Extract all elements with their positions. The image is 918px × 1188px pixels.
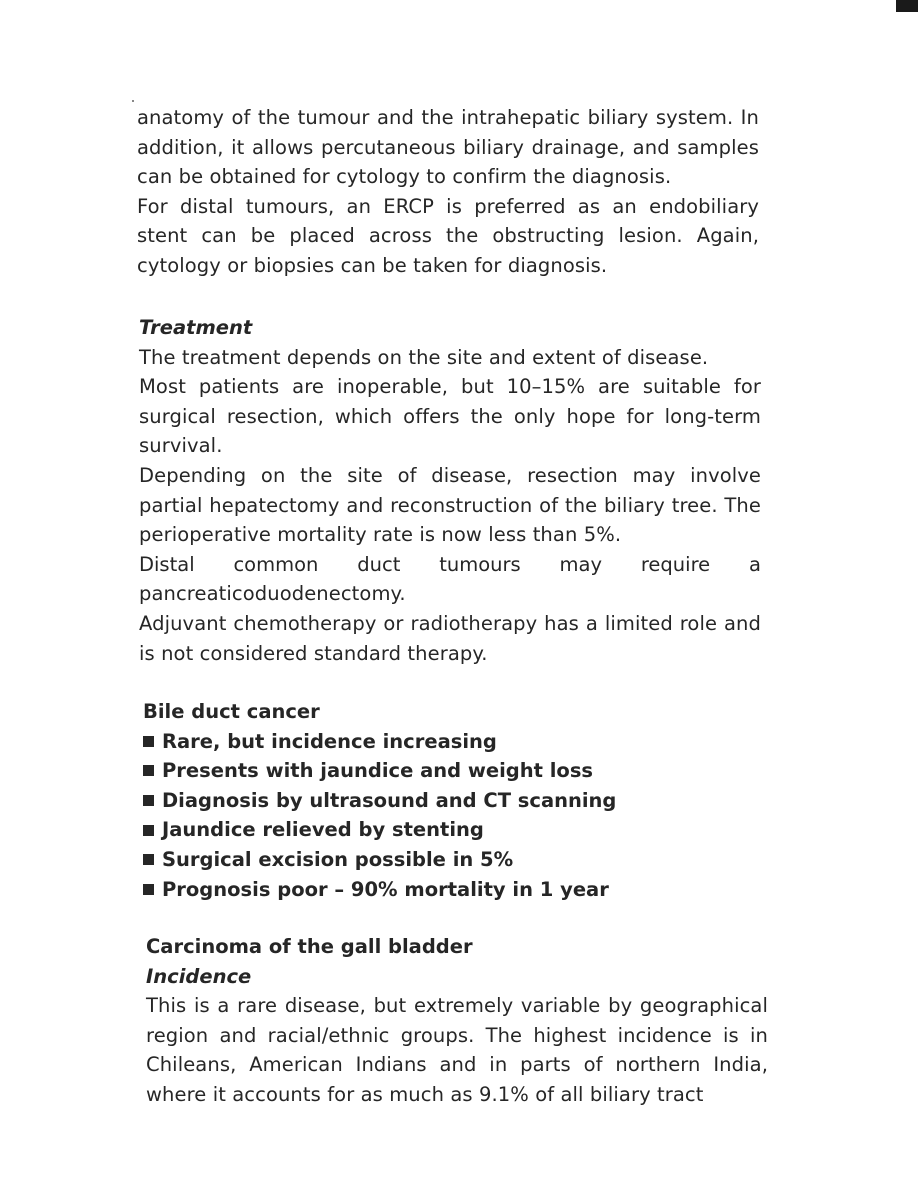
square-bullet-icon <box>143 736 154 747</box>
intro-paragraph-2: For distal tumours, an ERCP is preferred as an endobiliary stent can be placed across the obstructing lesion. Again, cytology or biopsies can be taken for diagnosis. <box>137 194 759 277</box>
word: Distal <box>139 552 195 576</box>
square-bullet-icon <box>143 795 154 806</box>
summary-item <box>143 845 743 875</box>
treatment-heading: Treatment <box>139 316 253 339</box>
gall-bladder-title: Carcinoma of the gall bladder <box>146 935 473 958</box>
square-bullet-icon <box>143 854 154 865</box>
summary-item <box>143 727 743 757</box>
summary-item <box>143 875 743 905</box>
summary-title: Bile duct cancer <box>143 700 320 723</box>
summary-item-text: Surgical excision possible in 5% <box>162 847 514 871</box>
treatment-paragraph-4-line <box>139 550 761 580</box>
square-bullet-icon <box>143 884 154 895</box>
summary-item-text: Presents with jaundice and weight loss <box>162 759 594 783</box>
word: may <box>559 552 602 576</box>
summary-item <box>143 815 743 845</box>
square-bullet-icon <box>143 765 154 776</box>
word: require <box>640 552 711 576</box>
word: common <box>233 552 319 576</box>
word: a <box>749 552 761 576</box>
treatment-paragraph-3: Depending on the site of disease, resection may involve partial hepatectomy and reconstruction of the biliary tree. The perioperative mortality rate is now less than 5%. <box>139 463 761 547</box>
summary-item-text: Jaundice relieved by stenting <box>162 818 484 842</box>
summary-item-text: Prognosis poor – 90% mortality in 1 year <box>162 877 609 901</box>
incidence-heading: Incidence <box>146 964 252 988</box>
treatment-paragraph-1: The treatment depends on the site and extent of disease. <box>139 345 709 369</box>
intro-paragraph-1: anatomy of the tumour and the intrahepatic biliary system. In addition, it allows percutaneous biliary drainage, and samples can be obtained for cytology to confirm the diagnosis. <box>137 106 759 189</box>
square-bullet-icon <box>143 825 154 836</box>
gall-bladder-section <box>146 932 768 1110</box>
treatment-paragraph-2: Most patients are inoperable, but 10–15% are suitable for surgical resection, which offers the only hope for long-term survival. <box>139 375 761 458</box>
intro-section <box>137 103 759 281</box>
summary-item-text: Diagnosis by ultrasound and CT scanning <box>162 788 617 812</box>
scan-speck <box>132 100 134 102</box>
treatment-section <box>139 313 761 668</box>
treatment-paragraph-5: Adjuvant chemotherapy or radiotherapy has a limited role and is not considered standard therapy. <box>139 611 761 665</box>
word: duct <box>357 552 401 576</box>
summary-item <box>143 786 743 816</box>
summary-list <box>143 727 743 905</box>
summary-item <box>143 756 743 786</box>
summary-box <box>143 697 743 904</box>
treatment-paragraph-4-end: pancreaticoduodenectomy. <box>139 582 406 606</box>
word: tumours <box>439 552 521 576</box>
scan-corner-mark <box>896 0 918 12</box>
incidence-paragraph: This is a rare disease, but extremely variable by geographical region and racial/ethnic groups. The highest incidence is in Chileans, American Indians and in parts of northern India, where it accounts for as much as 9.1% of all biliary tract <box>146 994 768 1106</box>
summary-item-text: Rare, but incidence increasing <box>162 729 497 753</box>
